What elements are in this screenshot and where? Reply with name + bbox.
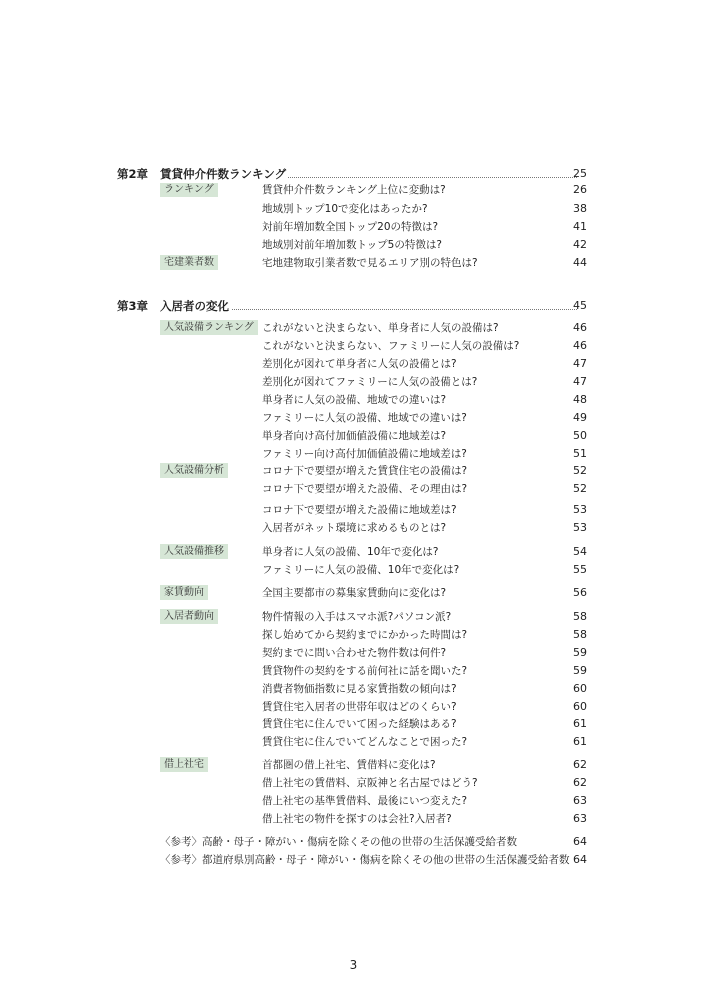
entry-title: 借上社宅の物件を探すのは会社?入居者? [262, 813, 452, 825]
entry-title: 契約までに問い合わせた物件数は何件? [262, 647, 447, 659]
reference-title: 〈参考〉高齢・母子・障がい・傷病を除くその他の世帯の生活保護受給者数 [160, 836, 517, 848]
page-number: 3 [349, 958, 358, 972]
toc-entry[interactable] [0, 319, 707, 337]
entry-title: 入居者がネット環境に求めるものとは? [262, 522, 447, 534]
toc-entry[interactable] [0, 409, 707, 427]
entry-title: 地域別トップ10で変化はあったか? [262, 203, 428, 215]
entry-title: 賃貸住宅入居者の世帯年収はどのくらい? [262, 701, 457, 713]
section-tag: 借上社宅 [160, 757, 208, 772]
page-ref: 62 [573, 758, 587, 771]
entry-title: コロナ下で要望が増えた設備に地域差は? [262, 504, 457, 516]
toc-entry[interactable] [0, 792, 707, 810]
entry-title: 単身者に人気の設備、地域での違いは? [262, 394, 447, 406]
entry-title: 差別化が図れて単身者に人気の設備とは? [262, 358, 457, 370]
entry-title: 借上社宅の賃借料、京阪神と名古屋ではどう? [262, 777, 478, 789]
entry-title: ファミリー向け高付加価値設備に地域差は? [262, 448, 467, 460]
entry-title: 対前年増加数全国トップ20の特徴は? [262, 221, 439, 233]
chapter-title: 賃貸仲介件数ランキング [160, 167, 287, 181]
entry-title: コロナ下で要望が増えた設備、その理由は? [262, 483, 468, 495]
entry-title: 宅地建物取引業者数で見るエリア別の特色は? [262, 257, 478, 269]
section-tag: 人気設備ランキング [160, 320, 258, 335]
toc-entry[interactable] [0, 810, 707, 828]
entry-title: 差別化が図れてファミリーに人気の設備とは? [262, 376, 478, 388]
page-ref: 60 [573, 682, 587, 695]
page-ref: 26 [573, 183, 587, 196]
entry-title: 賃貸住宅に住んでいてどんなことで困った? [262, 736, 468, 748]
toc-entry[interactable] [0, 391, 707, 409]
page-ref: 47 [573, 357, 587, 370]
section-tag: ランキング [160, 182, 218, 197]
page-ref: 41 [573, 220, 587, 233]
reference-entry[interactable] [0, 851, 707, 869]
entry-title: これがないと決まらない、単身者に人気の設備は? [262, 322, 499, 334]
page-ref: 42 [573, 238, 587, 251]
toc-entry[interactable] [0, 445, 707, 463]
reference-entry[interactable] [0, 833, 707, 851]
page-ref: 64 [573, 853, 587, 866]
page-ref: 58 [573, 610, 587, 623]
toc-entry[interactable] [0, 680, 707, 698]
section-tag: 宅建業者数 [160, 255, 218, 270]
toc-entry[interactable] [0, 200, 707, 218]
entry-title: 単身者向け高付加価値設備に地域差は? [262, 430, 447, 442]
entry-title: コロナ下で要望が増えた賃貸住宅の設備は? [262, 465, 468, 477]
page-ref: 61 [573, 717, 587, 730]
toc-entry[interactable] [0, 662, 707, 680]
page-ref: 53 [573, 521, 587, 534]
page-ref: 45 [573, 299, 587, 312]
entry-title: 賃貸物件の契約をする前何社に話を聞いた? [262, 665, 468, 677]
page-ref: 63 [573, 812, 587, 825]
entry-title: 探し始めてから契約までにかかった時間は? [262, 629, 468, 641]
page-ref: 56 [573, 586, 587, 599]
toc-entry[interactable] [0, 584, 707, 602]
page-ref: 63 [573, 794, 587, 807]
page-ref: 25 [573, 167, 587, 180]
toc-entry[interactable] [0, 543, 707, 561]
page-ref: 46 [573, 321, 587, 334]
toc-entry[interactable] [0, 733, 707, 751]
toc-entry[interactable] [0, 608, 707, 626]
entry-title: 消費者物価指数に見る家賃指数の傾向は? [262, 683, 457, 695]
entry-title: ファミリーに人気の設備、地域での違いは? [262, 412, 467, 424]
toc-entry[interactable] [0, 480, 707, 498]
entry-title: 首都圏の借上社宅、賃借料に変化は? [262, 759, 436, 771]
page-ref: 62 [573, 776, 587, 789]
toc-entry[interactable] [0, 756, 707, 774]
chapter-title: 入居者の変化 [160, 299, 229, 313]
page-ref: 51 [573, 447, 587, 460]
toc-entry[interactable] [0, 218, 707, 236]
toc-entry[interactable] [0, 462, 707, 480]
toc-entry[interactable] [0, 519, 707, 537]
page-ref: 58 [573, 628, 587, 641]
page-ref: 64 [573, 835, 587, 848]
chapter-number: 第3章 [117, 299, 149, 313]
toc-entry[interactable] [0, 355, 707, 373]
page-ref: 61 [573, 735, 587, 748]
page-ref: 52 [573, 482, 587, 495]
toc-entry[interactable] [0, 337, 707, 355]
page-ref: 60 [573, 700, 587, 713]
entry-title: 地域別対前年増加数トップ5の特徴は? [262, 239, 442, 251]
toc-entry[interactable] [0, 181, 707, 199]
chapter-number: 第2章 [117, 167, 149, 181]
entry-title: 全国主要都市の募集家賃動向に変化は? [262, 587, 447, 599]
toc-entry[interactable] [0, 774, 707, 792]
entry-title: 借上社宅の基準賃借料、最後にいつ変えた? [262, 795, 468, 807]
toc-entry[interactable] [0, 561, 707, 579]
toc-entry[interactable] [0, 626, 707, 644]
toc-entry[interactable] [0, 236, 707, 254]
page-ref: 50 [573, 429, 587, 442]
page-ref: 49 [573, 411, 587, 424]
toc-entry[interactable] [0, 501, 707, 519]
section-tag: 入居者動向 [160, 609, 218, 624]
entry-title: 物件情報の入手はスマホ派?パソコン派? [262, 611, 452, 623]
page-ref: 54 [573, 545, 587, 558]
page-ref: 47 [573, 375, 587, 388]
entry-title: 賃貸住宅に住んでいて困った経験はある? [262, 718, 457, 730]
entry-title: 賃貸仲介件数ランキング上位に変動は? [262, 184, 446, 196]
entry-title: これがないと決まらない、ファミリーに人気の設備は? [262, 340, 520, 352]
section-tag: 人気設備推移 [160, 544, 228, 559]
reference-title: 〈参考〉都道府県別高齢・母子・障がい・傷病を除くその他の世帯の生活保護受給者数 [160, 854, 570, 866]
toc-entry[interactable] [0, 427, 707, 445]
page-ref: 46 [573, 339, 587, 352]
toc-entry[interactable] [0, 715, 707, 733]
page-ref: 52 [573, 464, 587, 477]
section-tag: 家賃動向 [160, 585, 208, 600]
toc-entry[interactable] [0, 254, 707, 272]
entry-title: 単身者に人気の設備、10年で変化は? [262, 546, 439, 558]
toc-entry[interactable] [0, 644, 707, 662]
toc-entry[interactable] [0, 373, 707, 391]
chapter-3-heading[interactable] [0, 297, 707, 315]
page-ref: 44 [573, 256, 587, 269]
page-ref: 53 [573, 503, 587, 516]
toc-entry[interactable] [0, 698, 707, 716]
entry-title: ファミリーに人気の設備、10年で変化は? [262, 564, 460, 576]
page-ref: 55 [573, 563, 587, 576]
section-tag: 人気設備分析 [160, 463, 228, 478]
page-ref: 38 [573, 202, 587, 215]
page-ref: 59 [573, 646, 587, 659]
page-ref: 48 [573, 393, 587, 406]
page-ref: 59 [573, 664, 587, 677]
